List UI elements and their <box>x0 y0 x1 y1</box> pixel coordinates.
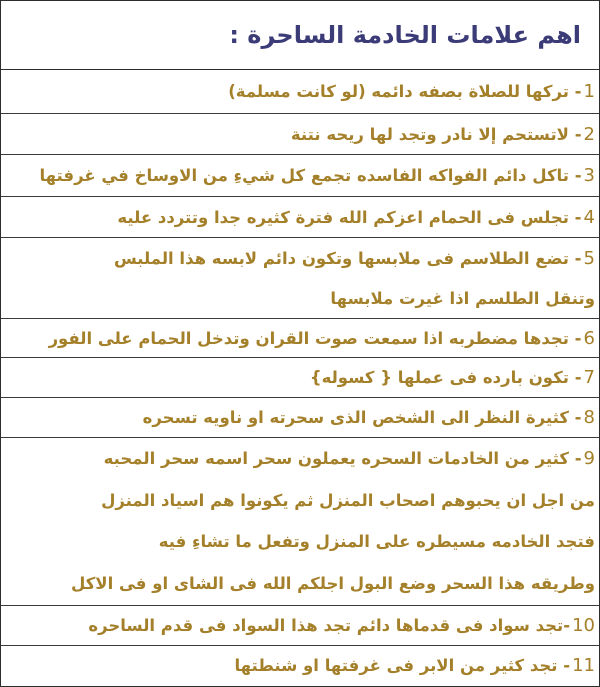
item-number: 9 <box>583 448 595 470</box>
list-item <box>1 358 599 398</box>
item-text: وتنقل الطلسم اذا غيرت ملابسها <box>330 288 595 308</box>
item-text: - تاكل دائم الفواكه الفاسده تجمع كل شيءِ من الاوساخ في غرفتها <box>39 166 582 185</box>
item-line <box>1 70 595 112</box>
item-number: 5 <box>583 247 595 269</box>
item-text: - كثير من الخادمات السحره يعملون سحر اسمه سحر المحبه <box>103 449 582 469</box>
item-line <box>1 438 595 480</box>
item-line <box>1 358 595 397</box>
list-item <box>1 319 599 358</box>
item-text: وطريقه هذا السحر وضع البول اجلكم الله فى الشاى او فى الاكل <box>70 573 595 593</box>
document-title: اهم علامات الخادمة الساحرة : <box>229 21 581 49</box>
list-item <box>1 155 599 197</box>
list-item <box>1 114 599 155</box>
item-text: - تجلس فى الحمام اعزكم الله فترة كثيره جدا وتتردد عليه <box>117 207 582 227</box>
item-line <box>1 114 595 154</box>
item-line <box>1 521 595 563</box>
item-number: 6 <box>583 327 595 349</box>
list-item <box>1 197 599 238</box>
item-line <box>1 398 595 437</box>
item-text: - تضع الطلاسم فى ملابسها وتكون دائم لابسه هذا الملبس <box>113 248 582 268</box>
item-text: - تجد كثير من الابر فى غرفتها او شنطتها <box>234 656 571 675</box>
list-item <box>1 646 599 686</box>
item-line <box>1 197 595 237</box>
item-line <box>1 319 595 357</box>
item-line <box>1 563 595 605</box>
item-text: - تكون بارده فى عملها { كسوله} <box>309 368 582 387</box>
item-number: 3 <box>583 165 595 186</box>
list-item <box>1 606 599 646</box>
list-item <box>1 238 599 319</box>
item-number: 2 <box>583 123 595 145</box>
title-row <box>1 1 599 70</box>
item-line <box>1 646 595 685</box>
item-text: فتجد الخادمه مسيطره على المنزل وتفعل ما تشاءِ فيه <box>158 532 595 552</box>
item-number: 8 <box>583 407 595 428</box>
list-item <box>1 438 599 606</box>
item-text: - لاتستحم إلا نادر وتجد لها ريحه نتنة <box>290 124 582 144</box>
list-item <box>1 398 599 438</box>
item-text: - تركها للصلاة بصفه دائمه (لو كانت مسلمة) <box>228 81 582 101</box>
item-number: 10 <box>572 615 595 636</box>
item-line <box>1 155 595 196</box>
item-number: 4 <box>583 206 595 228</box>
item-line <box>1 606 595 645</box>
item-line <box>1 238 595 278</box>
item-text: - تجدها مضطربه اذا سمعت صوت القران وتدخل الحمام على الفور <box>48 328 582 348</box>
item-line <box>1 278 595 318</box>
item-text: من اجل ان يحبوهم اصحاب المنزل ثم يكونوا هم اسياد المنزل <box>101 490 595 510</box>
item-line <box>1 480 595 522</box>
item-number: 1 <box>583 80 595 102</box>
item-number: 11 <box>572 655 595 676</box>
item-text: -تجد سواد فى قدماها دائم تجد هذا السواد فى قدم الساحره <box>88 616 571 635</box>
item-number: 7 <box>583 367 595 388</box>
item-text: - كثيرة النظر الى الشخص الذى سحرته او ناويه تسحره <box>142 408 582 427</box>
list-item <box>1 70 599 114</box>
